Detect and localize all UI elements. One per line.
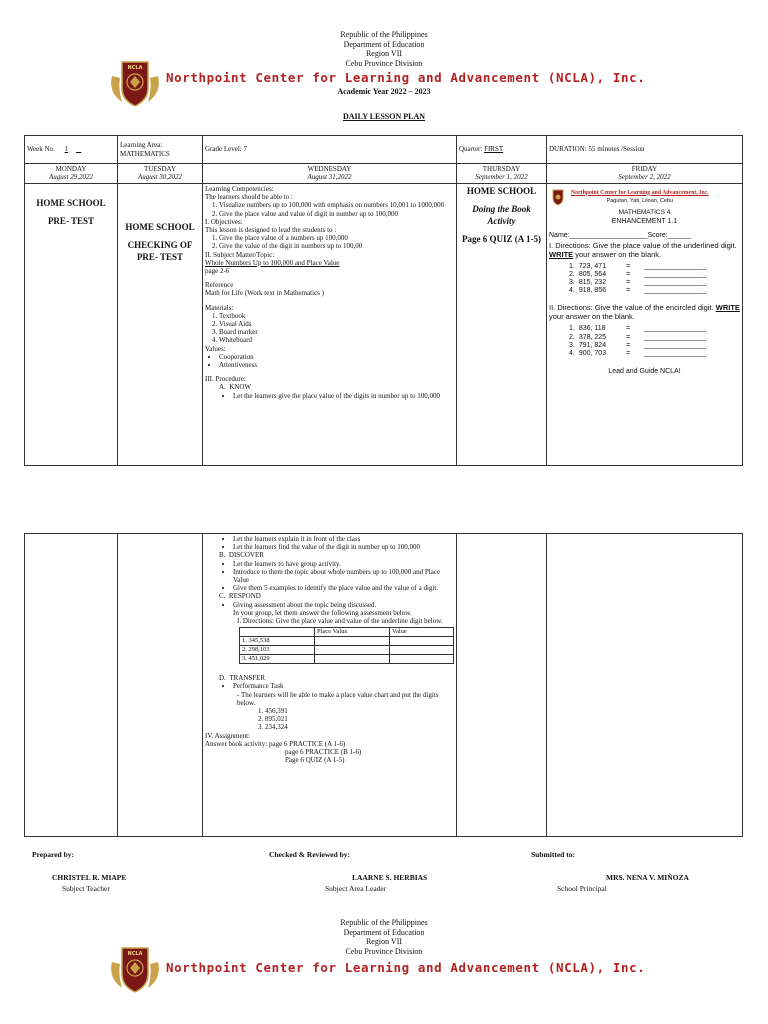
day-header-friday: FRIDAY September 2, 2022 [547,164,743,184]
assessment-row: 3. 451,029 [240,655,454,664]
discover-item: • Introduce to them the topic about whole numbers up to 100,000 and Place Value [233,568,454,584]
discover-heading: B. DISCOVER [219,551,264,560]
materials-list [205,312,454,345]
transfer-dash-item: - The learners will be able to make a place value chart and put the digits below. [237,691,454,707]
checked-role: Subject Area Leader [325,884,387,893]
assignment-line: Answer book activity: page 6 PRACTICE (A 1-6) [205,739,346,748]
worksheet-enhancement: ENHANCEMENT 1.1 [611,217,678,225]
wednesday-cell-2 [203,534,457,837]
directions-2: II. Directions: Give the value of the encircled digit. WRITE your answer on the blank. [549,303,740,322]
checked-by-label: Checked & Reviewed by: [269,850,351,859]
assignment-title: IV. Assignment: [205,731,250,740]
friday-cell-2 [547,534,743,837]
objectives-title: I. Objectives: [205,217,243,226]
transfer-item: • Performance Task [233,682,454,690]
day-header-thursday: THURSDAY September 1, 2022 [457,164,547,184]
objective-item: 2. Give the value of the digit in numbers up to 100,00 [219,242,454,250]
day-header-tuesday: TUESDAY August 30,2022 [118,164,203,184]
material-item: 1. Textbook [219,312,454,320]
respond-item: • Giving assessment about the topic being discussed. [233,601,454,609]
grade-label: Grade Level: 7 [205,145,247,154]
assignment-line: Page 6 QUIZ (A 1-5) [285,756,345,765]
prepared-name: CHRISTEL R. MIAPE [52,873,127,882]
respond-list [205,601,454,609]
thursday-cell [457,184,547,466]
logo-text: NCLA [127,65,143,71]
discover-item: • Give them 5 examples to identify the place value and the value of a digit. [233,584,454,592]
grade-cell [203,136,457,164]
quarter-value: FIRST [484,145,504,154]
objectives-intro: This lesson is designed to lead the students to : [205,226,337,235]
value-item: • Cooperation [219,353,454,361]
header-line: Region VII [365,937,403,946]
learning-area-cell [118,136,203,164]
competency-title: Learning Competencies: [205,185,274,193]
worksheet-school: Northpoint Center for Learning and Advancement, Inc. [571,189,709,196]
assessment-row: 1. 345,538 [240,637,454,646]
quarter-cell [457,136,547,164]
duration-label: DURATION: [549,145,587,154]
worksheet-motto: Lead and Guide NCLA! [608,368,681,376]
monday-cell-2 [25,534,118,837]
competency-item: 1. Visualize numbers up to 100,000 with emphasis on numbers 10,001 to 1000,000 [219,201,454,209]
thursday-line2: Doing the Book Activity [472,204,531,226]
values-list [205,353,454,369]
discover-item: • Let the learners to have group activity. [233,560,454,568]
items-1: 1. 723, 471 = ________________ 2. 805, 564 = ________________ 3. 815, 232 = ________________ 4. 918, 856 = ________________ [569,262,707,295]
week-cell [25,136,118,164]
prepared-by-label: Prepared by: [32,850,75,859]
content-row [25,184,743,466]
procedure-title: III. Procedure: [205,375,246,384]
tuesday-line2: CHECKING OF PRE- TEST [127,240,193,262]
document-title: DAILY LESSON PLAN [342,112,426,121]
lesson-plan-table-continued [24,533,743,837]
day-header-wednesday: WEDNESDAY August 31,2022 [203,164,457,184]
transfer-number: 2. 895,021 [265,715,454,723]
transfer-numbers [205,707,454,732]
subject-topic: Whole Numbers Up to 100,000 and Place Value [205,258,340,267]
competency-intro: The learners should be able to : [205,193,293,202]
academic-year: Academic Year 2022 – 2023 [337,87,431,96]
duration-cell [547,136,743,164]
thursday-line1: HOME SCHOOL [466,186,537,196]
transfer-heading: D. TRANSFER [219,674,266,683]
checked-name: LAARNE S. HERBIAS [352,873,428,882]
week-label: Week No. [27,145,55,154]
prepared-role: Subject Teacher [62,884,110,893]
school-name-bottom: Northpoint Center for Learning and Advancement (NCLA), Inc. [166,960,646,975]
know-item: • Let the learners find the value of the digit in number up to 100,000 [233,543,454,551]
assignment-line: page 6 PRACTICE (B 1-6) [285,748,362,757]
school-logo [108,58,162,110]
assessment-table [239,627,454,664]
thursday-cell-2 [457,534,547,837]
header-line: Republic of the Philippines [340,30,428,39]
transfer-number: 3. 234,324 [265,723,454,731]
directions-1: I. Directions: Give the place value of the underlined digit. WRITE your answer on the blank. [549,240,737,259]
values-title: Values: [205,344,226,353]
transfer-number: 1. 456,391 [265,707,454,715]
header-line: Department of Education [343,927,425,937]
subject-title: II. Subject Matter/Topic: [205,250,275,259]
learning-area-value: MATHEMATICS [120,149,170,158]
tuesday-cell-2 [118,534,203,837]
reference-text: Math for Life (Work text in Mathematics ) [205,289,324,298]
transfer-list [205,682,454,690]
objective-item: 1. Give the place value of a numbers up 100,000 [219,234,454,242]
monday-cell [25,184,118,466]
header-line: Cebu Province Division [345,58,423,68]
week-value: 1 [64,145,69,154]
worksheet-header [549,188,740,206]
header-line: Department of Education [343,39,425,49]
worksheet-logo [549,188,567,206]
know-item: • Let the learners give the place value of the digits in number up to 100,000 [233,392,454,400]
assessment-row: 2. 298,103 [240,646,454,655]
worksheet-address: Pagutan, Yati, Liloan, Cebu [606,198,674,204]
competency-item: 2. Give the place value and value of digit in number up to 100,000 [219,210,454,218]
lesson-plan-table [24,135,743,466]
school-name: Northpoint Center for Learning and Advancement (NCLA), Inc. [166,70,646,85]
tuesday-line1: HOME SCHOOL [125,222,195,232]
quarter-label: Quarter: [459,145,483,154]
respond-directions: I. Directions: Give the place value and value of the underline digit below. [237,617,443,626]
monday-line1: HOME SCHOOL [36,198,106,208]
assessment-header: Value [390,628,454,637]
reference-title: Reference [205,281,234,290]
header-line: Cebu Province Division [345,946,423,956]
thursday-line3: Page 6 QUIZ (A 1-5) [462,234,541,244]
day-header-monday: MONDAY August 29,2022 [25,164,118,184]
respond-group: In your group, let them answer the following assessment below. [233,608,412,617]
value-item: • Attentiveness [219,361,454,369]
duration-value: 55 minutes /Session [588,145,645,154]
subject-pages: page 2-6 [205,267,230,276]
monday-line2: PRE- TEST [47,216,95,226]
logo-text: NCLA [127,951,143,957]
material-item: 3. Board marker [219,328,454,336]
material-item: 2. Visual Aids [219,320,454,328]
worksheet-subject: MATHEMATICS 4 [618,209,671,216]
know-list [205,392,454,400]
competency-list [205,201,454,217]
info-row [25,136,743,164]
know-list-continued [205,535,454,551]
header-line: Region VII [365,49,403,58]
friday-worksheet-cell [547,184,743,466]
transfer-dash-list [205,691,454,707]
school-logo-bottom [108,944,162,996]
objectives-list [205,234,454,250]
wednesday-cell [203,184,457,466]
materials-title: Materials: [205,303,234,312]
know-heading: A. KNOW [219,383,252,392]
learning-area-label: Learning Area: [120,141,163,150]
assessment-header: Place Value [315,628,390,637]
name-score-line: Name:____________________Score:______ [549,232,692,239]
header-line: Republic of the Philippines [340,918,428,927]
tuesday-cell [118,184,203,466]
items-2: 1. 836, 118 = ________________ 2. 378, 225 = ________________ 3. 791, 824 = ________________ 4. 900, 703 = ________________ [569,325,707,357]
respond-heading: C. RESPOND [219,592,261,601]
discover-list [205,560,454,593]
know-item: • Let the learners explain it in front of the class [233,535,454,543]
material-item: 4. Whiteboard [219,336,454,344]
submitted-role: School Principal [557,884,607,893]
assessment-header [240,628,315,637]
submitted-to-label: Submitted to: [531,850,575,859]
submitted-name: MRS. NENA V. MIÑOZA [606,873,689,882]
days-row [25,164,743,184]
continued-row [25,534,743,837]
